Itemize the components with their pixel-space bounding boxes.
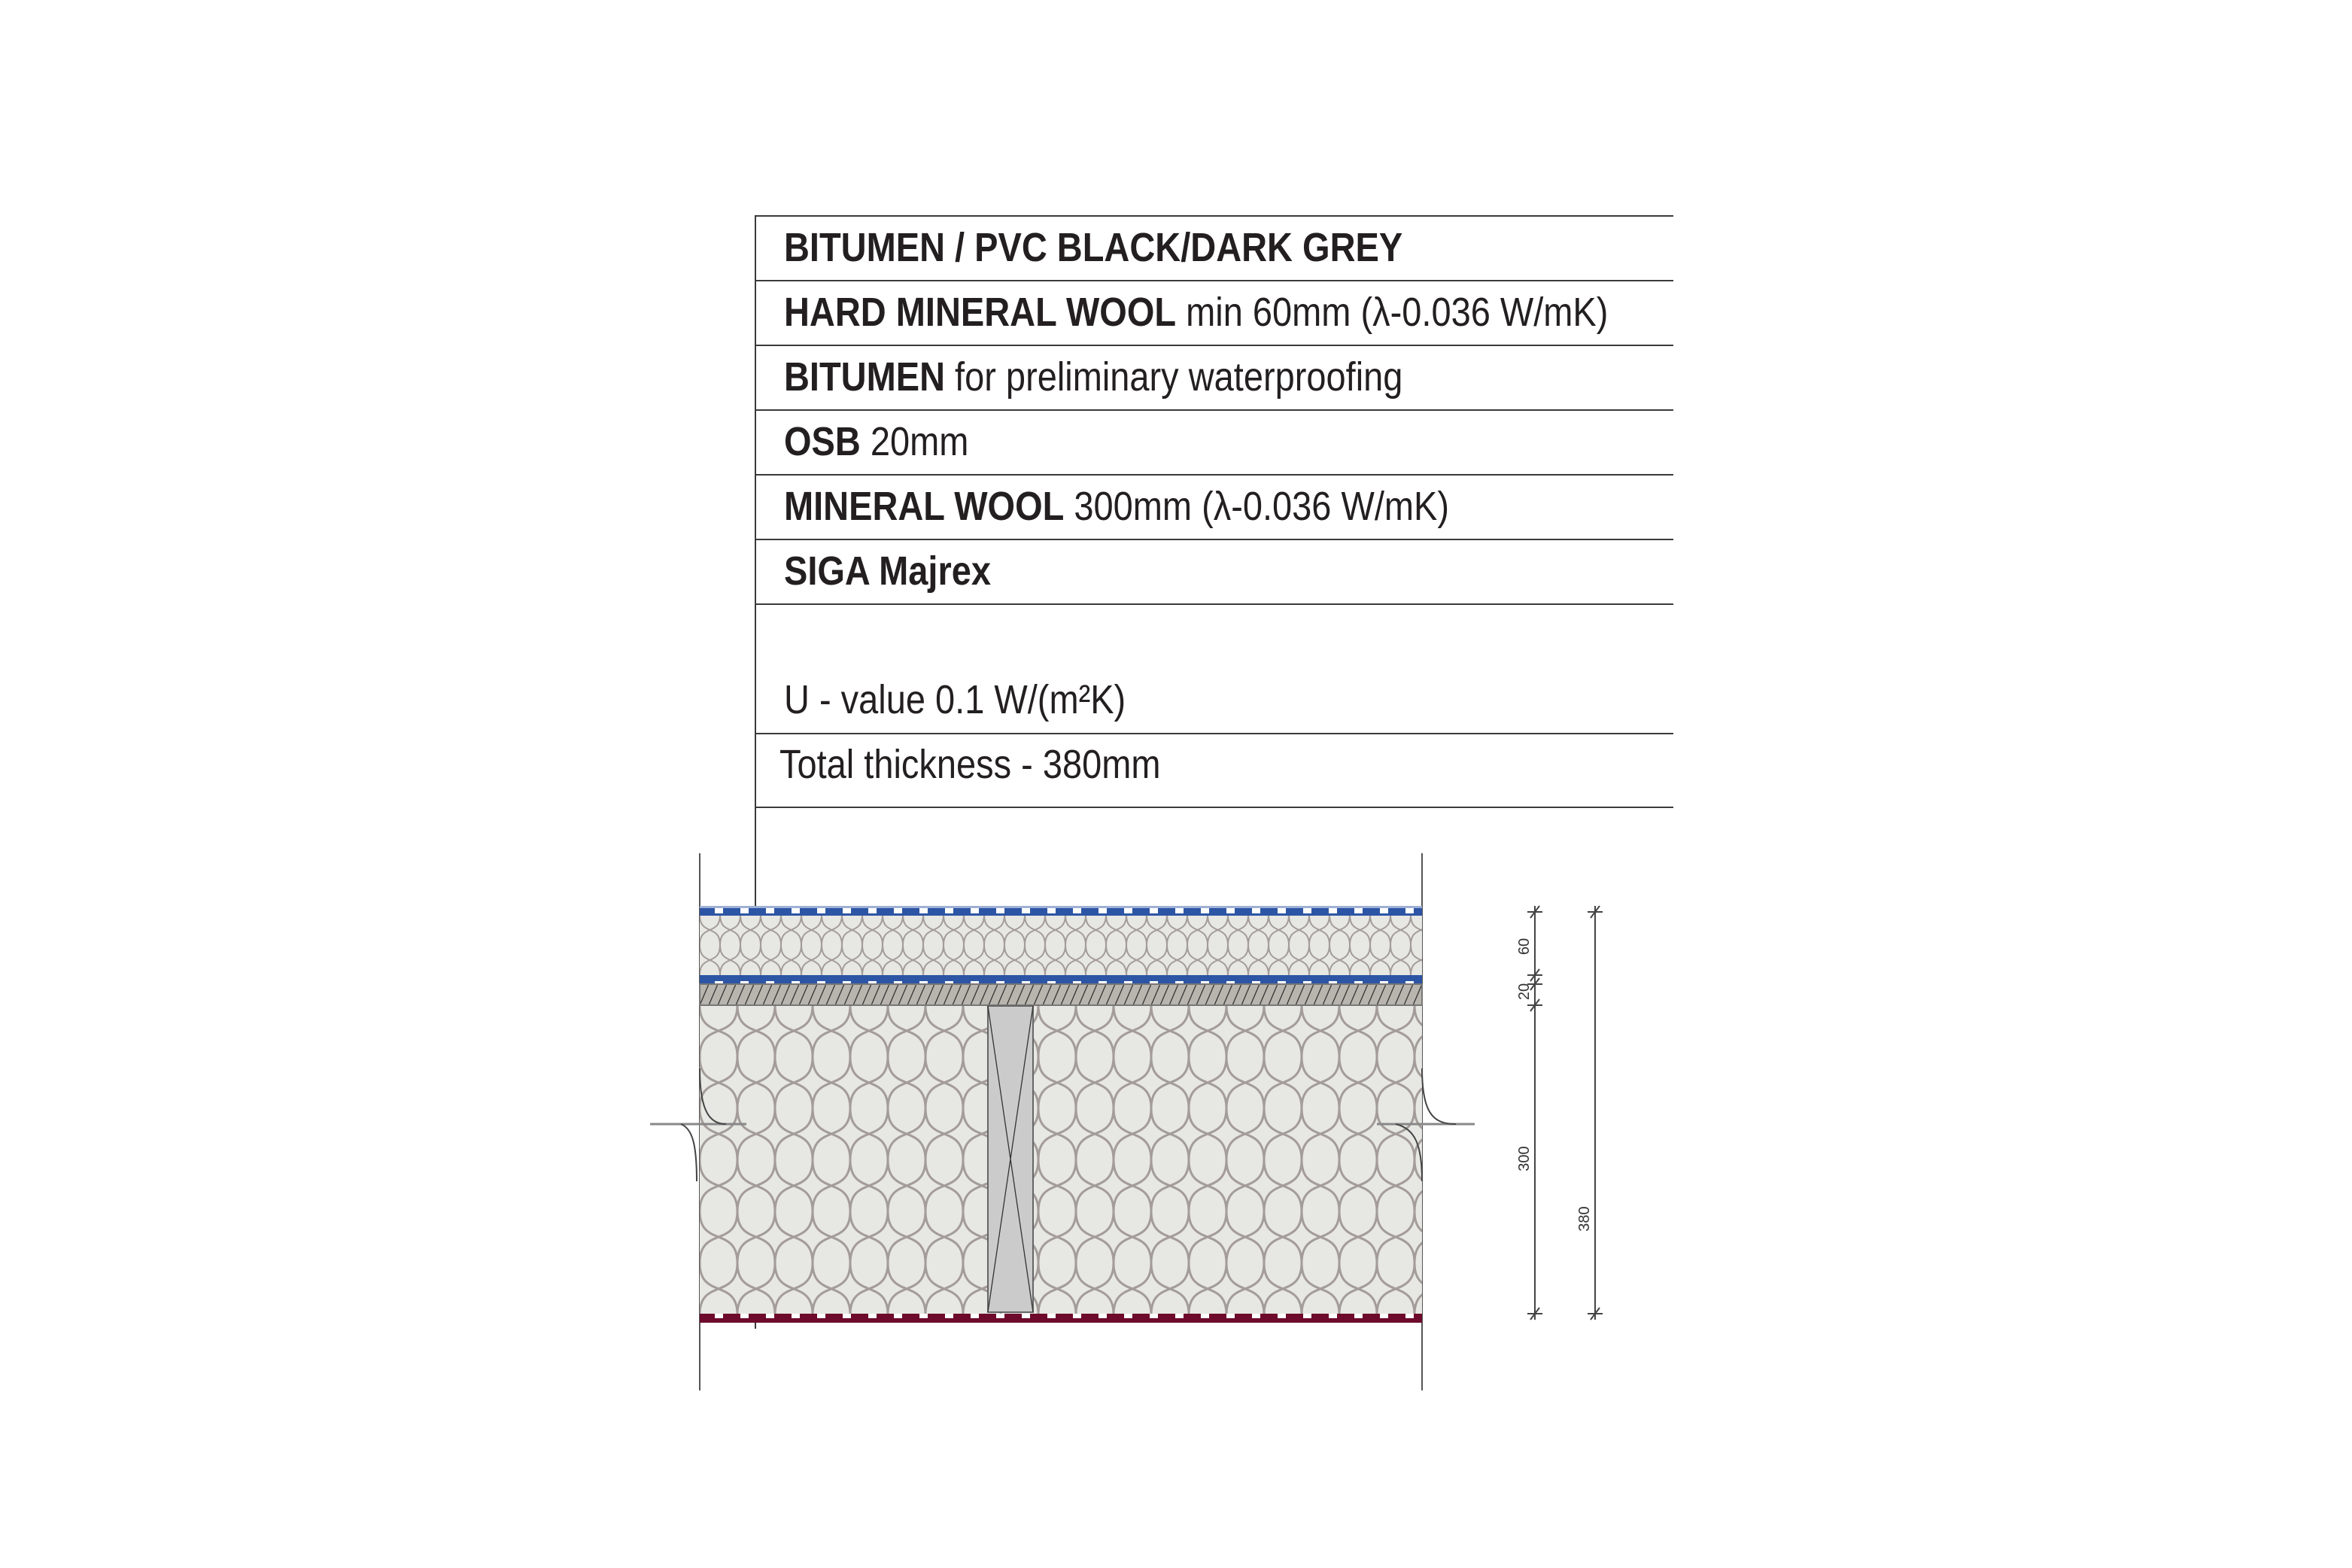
dim-label-300: 300	[1516, 1146, 1533, 1171]
layer-name: HARD MINERAL WOOL	[784, 290, 1177, 335]
dimension-chain-layers	[1527, 906, 1542, 1320]
dim-label-380: 380	[1576, 1206, 1593, 1232]
hard-mineral-wool-layer	[700, 916, 1422, 975]
total-thickness-text: Total thickness - 380mm	[779, 742, 1161, 787]
siga-majrex-membrane	[700, 1314, 1422, 1323]
layer-name: BITUMEN	[784, 354, 946, 400]
membrane-edge	[700, 906, 1422, 908]
u-value-text: U - value 0.1 W/(m²K)	[784, 677, 1126, 722]
timber-stud	[988, 1006, 1033, 1312]
layer-name: BITUMEN / PVC BLACK/DARK GREY	[784, 225, 1403, 270]
mineral-wool-layer	[700, 1006, 1422, 1314]
layer-name: SIGA Majrex	[784, 548, 992, 594]
bitumen-waterproofing-membrane	[700, 975, 1422, 984]
layer-spec: 300mm (λ-0.036 W/mK)	[1064, 484, 1450, 529]
osb-layer	[700, 984, 1422, 1005]
dim-label-60: 60	[1516, 937, 1533, 956]
layer-spec: 20mm	[860, 419, 969, 464]
layer-name: OSB	[784, 419, 861, 464]
layer-name: MINERAL WOOL	[784, 484, 1065, 529]
layer-spec: for preliminary waterproofing	[945, 354, 1403, 400]
layer-spec: min 60mm (λ-0.036 W/mK)	[1176, 290, 1609, 335]
dim-label-20: 20	[1516, 983, 1533, 1001]
bitumen-pvc-membrane	[700, 908, 1422, 916]
dimension-total	[1588, 906, 1603, 1320]
